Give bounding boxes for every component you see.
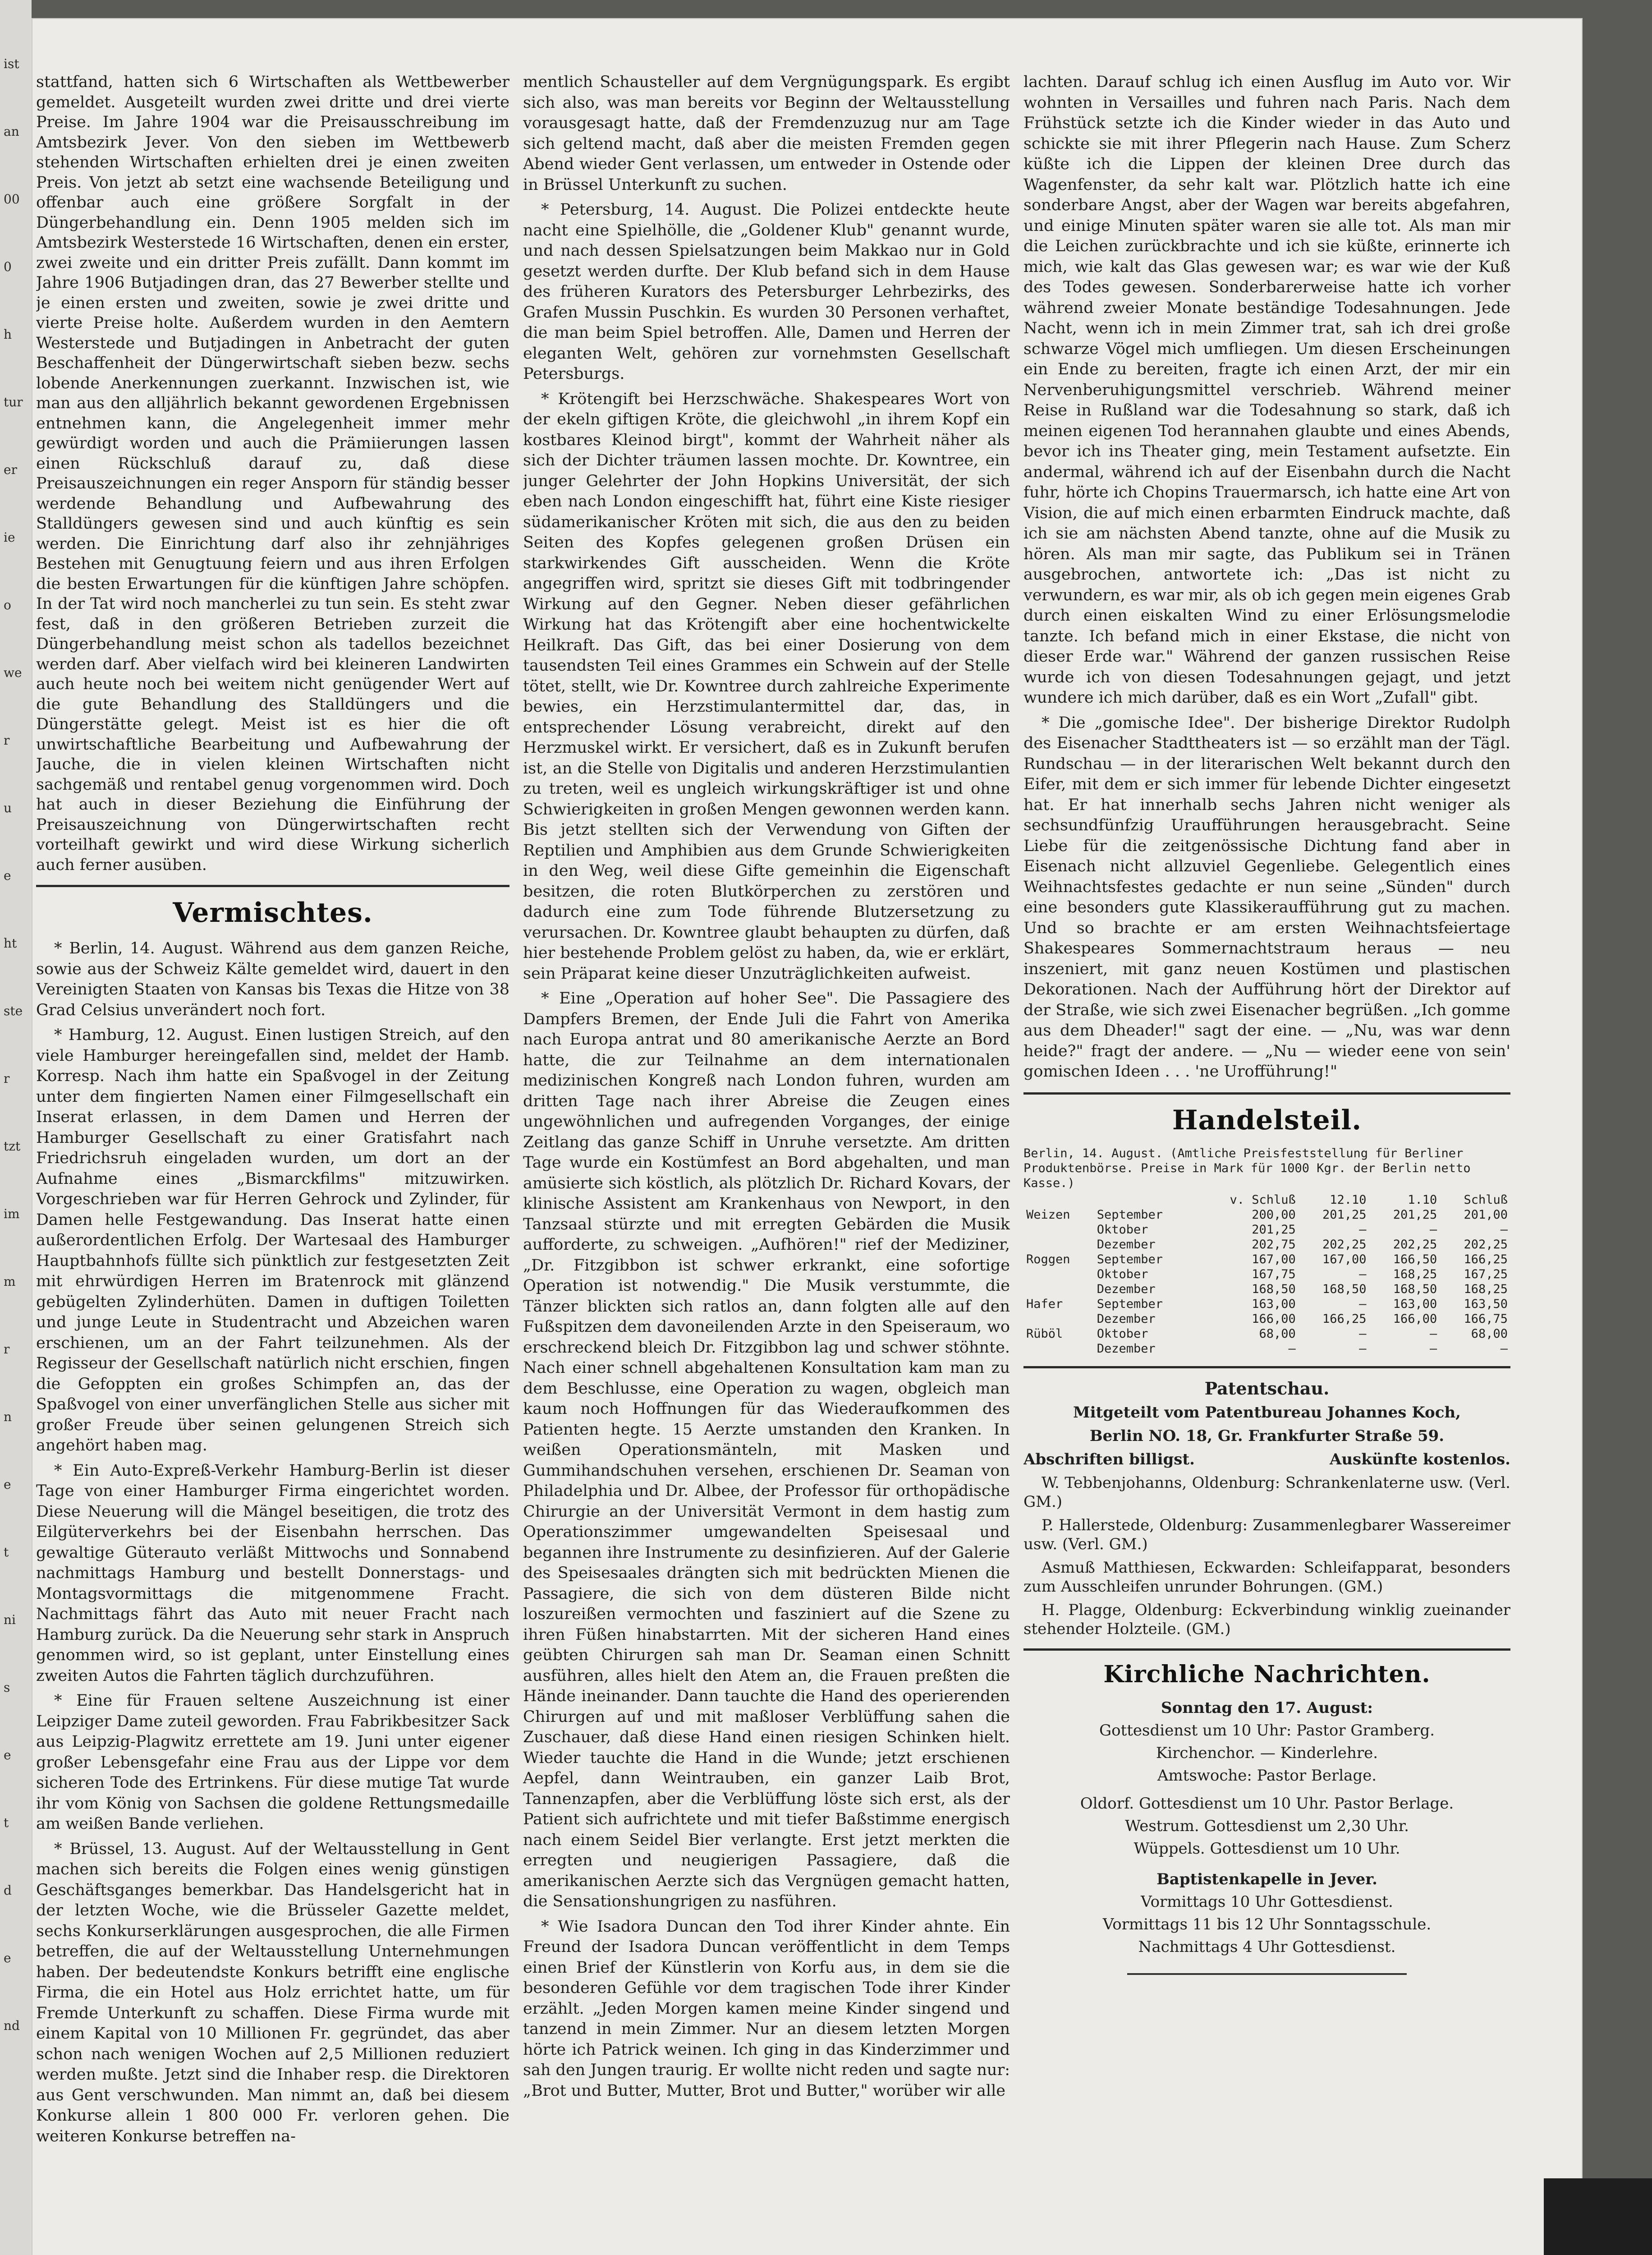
spine-fragment: im — [4, 1206, 20, 1221]
article-bruessel: * Brüssel, 13. August. Auf der Weltausstellung in Gent machen sich bereits die Folgen eines wenig günstigen Geschäftsganges bemerkbar. Das Handelsgericht hat in der letzten Woche, wie die Brüsseler Gazette meldet, sechs Konkurserklärungen ausgesprochen, die alle Firmen betreffen, die auf der Weltausstellung Unternehmungen haben. Der bedeutendste Konkurs betrifft eine englische Firma, die ein Hotel aus Holz errichtet hatte, um für Fremde Unterkunft zu schaffen. Diese Firma wurde mit einem Kapital von 10 Millionen Fr. gegründet, das aber schon nach wenigen Wochen auf 2,5 Millionen reduziert werden mußte. Jetzt sind die Inhaber resp. die Direktoren aus Gent verschwunden. Man nimmt an, daß bei diesem Konkurse allein 1 800 000 Fr. verloren gehen. Die weiteren Konkurse betreffen na- — [36, 1840, 509, 2145]
price-cell: — — [1288, 1341, 1296, 1356]
price-cell: — — [1429, 1341, 1437, 1356]
market-intro: Berlin, 14. August. (Amtliche Preisfeststellung für Berliner Produktenbörse. Preise in Mark für 1000 Kgr. der Berlin netto Kasse.) — [1023, 1146, 1471, 1190]
spine-fragment: tzt — [4, 1139, 21, 1154]
delivery-month-cell: September — [1097, 1252, 1163, 1266]
market-row — [1023, 1282, 1510, 1297]
price-cell: 202,25 — [1322, 1237, 1367, 1252]
commodity-cell — [1023, 1312, 1094, 1326]
spine-fragment: d — [4, 1883, 12, 1898]
library-stamp — [1544, 2178, 1652, 2255]
price-cell: 166,25 — [1464, 1252, 1508, 1266]
price-cell: — — [1500, 1341, 1508, 1356]
price-cell: 201,00 — [1464, 1207, 1508, 1222]
commodity-cell: Rüböl — [1026, 1326, 1063, 1341]
price-cell: 201,25 — [1322, 1207, 1367, 1222]
baptist-sunday-school: Vormittags 11 bis 12 Uhr Sonntagsschule. — [1102, 1915, 1432, 1933]
divider — [36, 885, 509, 887]
market-header-cell — [1023, 1192, 1094, 1207]
delivery-month-cell: Dezember — [1097, 1237, 1156, 1252]
article-isadora-duncan-continued: lachten. Darauf schlug ich einen Ausflug im Auto vor. Wir wohnten in Versailles und fuhren nach Paris. Nach dem Frühstück setzte ich die Kinder wieder in das Auto und schickte sie mit ihrer Pflegerin nach Hause. Zum Scherz küßte ich die Lippen der kleinen Dree durch das Wagenfenster, da sehr kalt war. Plötzlich hatte ich eine sonderbare Angst, aber der Wagen war bereits abgefahren, und einige Minuten später waren sie alle tot. Als man mir die Leichen zurückbrachte und ich sie küßte, erinnerte ich mich, wie kalt das Glas gewesen war; es war wie der Kuß des Todes gewesen. Sonderbarerweise hatte ich vorher während zweier Monate beständige Todesahnungen. Jede Nacht, wenn ich in mein Zimmer trat, sah ich drei große schwarze Vögel mich umfliegen. Um diesen Erscheinungen ein Ende zu bereiten, fragte ich einen Arzt, der mir ein Nervenberuhigungsmittel verschrieb. Während meiner Reise in Rußland war die Todesahnung so stark, daß ich meinen eigenen Tod herannahen glaubte und eines Abends, bevor ich ins Theater ging, mein Testament aufsetzte. Ein andermal, während ich auf der Eisenbahn durch die Nacht fuhr, hörte ich Chopins Trauermarsch, ich hatte eine Art von Vision, die auf mich einen erbarmten Eindruck machte, daß ich sie am nächsten Abend tanzte, ohne auf die Musik zu hören. Als man mir sagte, das Publikum sei in Tränen ausgebrochen, antwortete ich: „Das ist nicht zu verwundern, es war mir, als ob ich gegen mein eigenes Grab durch einen eiskalten Wind zu einer Erlösungsmelodie tanzte. Ich befand mich in einer Ekstase, die nicht von dieser Erde war." Während der ganzen russischen Reise wurde ich von diesen Todesahnungen gejagt, und jetzt wundere ich mich darüber, daß es ein Wort „Zufall" gibt. — [1023, 73, 1510, 707]
delivery-month-cell: Oktober — [1097, 1326, 1148, 1341]
patent-bureau-line: Mitgeteilt vom Patentbureau Johannes Koch, — [1073, 1403, 1461, 1422]
article-frauen-auszeichnung: * Eine für Frauen seltene Auszeichnung ist einer Leipziger Dame zuteil geworden. Frau Fabrikbesitzer Sack aus Leipzig-Plagwitz errettete am 19. Juni unter eigener großer Lebensgefahr eine Frau aus der Lippe vor dem sicheren Tode des Ertrinkens. Für diese mutige Tat wurde ihr vom König von Sachsen die goldene Rettungsmedaille am weißen Bande verliehen. — [36, 1692, 509, 1833]
article-auto-express: * Ein Auto-Expreß-Verkehr Hamburg-Berlin ist dieser Tage von einer Hamburger Firma eingerichtet worden. Diese Neuerung will die Mängel beseitigen, die trotz des Eilgüterverkehrs bei der Eisenbahn herrschen. Das gewaltige Güterauto verläßt Mittwochs und Sonnabend nachmittags Hamburg und bestellt Donnerstags- und Montagsvormittags die mitgenommene Fracht. Nachmittags fährt das Auto mit neuer Fracht nach Hamburg zurück. Da die Neuerung sehr stark in Anspruch genommen wird, so ist geplant, unter Einstellung eines zweiten Autos die Fahrten täglich durchzuführen. — [36, 1461, 509, 1685]
spine-fragment: an — [4, 124, 19, 139]
market-row — [1023, 1222, 1510, 1237]
delivery-month-cell: September — [1097, 1297, 1163, 1311]
divider — [1023, 1648, 1510, 1651]
price-cell: — — [1429, 1222, 1437, 1237]
patent-entry: Asmuß Matthiesen, Eckwarden: Schleifapparat, besonders zum Ausschleifen unrunder Bohrungen. (GM.) — [1023, 1558, 1510, 1596]
price-cell: — — [1359, 1297, 1367, 1311]
patent-entry: W. Tebbenjohanns, Oldenburg: Schrankenlaterne usw. (Verl. GM.) — [1023, 1473, 1510, 1511]
price-cell: — — [1500, 1222, 1508, 1237]
price-cell: 201,25 — [1252, 1222, 1296, 1237]
market-header-cell — [1094, 1192, 1197, 1207]
market-header-cell: 12.10 — [1330, 1192, 1367, 1207]
church-oldorf: Oldorf. Gottesdienst um 10 Uhr. Pastor Berlage. — [1080, 1794, 1454, 1813]
baptist-afternoon: Nachmittags 4 Uhr Gottesdienst. — [1138, 1937, 1396, 1956]
price-cell: 166,50 — [1393, 1252, 1437, 1266]
market-row — [1023, 1207, 1510, 1222]
spine-fragment: e — [4, 1477, 11, 1492]
market-table — [1023, 1192, 1510, 1356]
patent-entry: H. Plagge, Oldenburg: Eckverbindung winklig zueinander stehender Holzteile. (GM.) — [1023, 1601, 1510, 1638]
price-cell: 163,00 — [1252, 1297, 1296, 1311]
patent-terms-line — [1023, 1450, 1510, 1469]
price-cell: 167,25 — [1464, 1267, 1508, 1281]
price-cell: 168,50 — [1252, 1282, 1296, 1296]
spine-fragment: t — [4, 1545, 9, 1560]
market-header-cell: Schluß — [1464, 1192, 1508, 1207]
price-cell: 168,25 — [1464, 1282, 1508, 1296]
commodity-cell — [1023, 1282, 1094, 1297]
spine-fragment: e — [4, 1748, 11, 1763]
patent-terms-right: Auskünfte kostenlos. — [1329, 1450, 1510, 1468]
patent-terms-left: Abschriften billigst. — [1023, 1450, 1195, 1468]
adjacent-page-spine — [0, 0, 32, 2255]
market-row — [1023, 1341, 1510, 1356]
divider — [1023, 1366, 1510, 1368]
commodity-cell: Weizen — [1026, 1207, 1070, 1222]
price-cell: 163,00 — [1393, 1297, 1437, 1311]
commodity-cell: Hafer — [1026, 1297, 1063, 1311]
article-petersburg: * Petersburg, 14. August. Die Polizei entdeckte heute nacht eine Spielhölle, die „Goldener Klub" genannt wurde, und nach dessen Spielsatzungen beim Makkao nur in Gold gesetzt werden durfte. Der Klub befand sich in dem Hause des früheren Kurators des Petersburger Lehrbezirks, des Grafen Mussin Puschkin. Es wurden 30 Personen verhaftet, die man beim Spiel betroffen. Alle, Damen und Herren der eleganten Welt, gehören zur vornehmsten Gesellschaft Petersburgs. — [523, 201, 1010, 383]
market-table-body — [1023, 1207, 1510, 1356]
article-isadora-duncan: * Wie Isadora Duncan den Tod ihrer Kinder ahnte. Ein Freund der Isadora Duncan veröffentlicht in dem Temps einen Brief der Künstlerin von Korfu aus, in dem sie die besonderen Gefühle vor dem tragischen Tode ihrer Kinder erzählt. „Jeden Morgen kamen meine Kinder singend und tanzend in mein Zimmer. Nur an diesem letzten Morgen hörte ich Patrick weinen. Ich ging in das Kinderzimmer und sah den Jungen traurig. Er wollte nicht reden und sagte nur: „Brot und Butter, Mutter, Brot und Butter," worüber wir alle — [523, 1917, 1010, 2100]
church-sunday: Sonntag den 17. August: — [1161, 1698, 1373, 1717]
market-row — [1023, 1252, 1510, 1267]
article-kroetengift: * Krötengift bei Herzschwäche. Shakespeares Wort von der ekeln giftigen Kröte, die gleichwohl „in ihrem Kopf ein kostbares Kleinod birgt", kommt der Wahrheit näher als sich der Dichter träumen lassen mochte. Dr. Kowntree, ein junger Gelehrter der John Hopkins Universität, der sich eben nach London eingeschifft hat, führt eine Kiste riesiger südamerikanischer Kröten mit sich, die aus den zu beiden Seiten des Kopfes gelegenen großen Drüsen ein starkwirkendes Gift ausscheiden. Wenn die Kröte angegriffen wird, spritzt sie dieses Gift mit todbringender Wirkung auf den Gegner. Neben dieser gefährlichen Wirkung hat das Krötengift aber eine hochentwickelte Heilkraft. Das Gift, das bei einer Dosierung von dem tausendsten Teil eines Grammes ein Schwein auf der Stelle tötet, stellt, wie Dr. Kowntree durch zahlreiche Experimente bewies, ein Herzstimulantermittel dar, das, in entsprechender Lösung verabreicht, direkt auf den Herzmuskel wirkt. Er versichert, daß es in Zukunft berufen ist, an die Stelle von Digitalis und anderen Herzstimulantien zu treten, weil es ungleich wirkungskräftiger ist und ohne Schwierigkeiten in großen Mengen gewonnen werden kann. Bis jetzt stellten sich der Verwendung von Giften der Reptilien und Amphibien aus dem Grunde Schwierigkeiten in den Weg, weil diese Gifte gemeinhin die Eigenschaft besitzen, die roten Blutkörperchen zu zerstören und dadurch eine zum Tode führende Blutzersetzung zu verursachen. Dr. Kowntree glaubt behaupten zu dürfen, daß hier bestehende Problem gelöst zu haben, da, wie er erklärt, sein Präparat keine dieser Unzuträglichkeiten aufweist. — [523, 390, 1010, 983]
spine-fragment: tur — [4, 395, 23, 410]
spine-fragment: m — [4, 1274, 16, 1289]
price-cell: 168,50 — [1322, 1282, 1367, 1296]
commodity-cell: Roggen — [1026, 1252, 1070, 1266]
price-cell: 201,25 — [1393, 1207, 1437, 1222]
market-report — [1023, 1146, 1510, 1356]
delivery-month-cell: Dezember — [1097, 1312, 1156, 1326]
spine-fragment: r — [4, 1342, 10, 1357]
price-cell: — — [1429, 1326, 1437, 1341]
price-cell: 167,75 — [1252, 1267, 1296, 1281]
article-gomische-idee: * Die „gomische Idee". Der bisherige Direktor Rudolph des Eisenacher Stadttheaters ist — so erzählt man der Tägl. Rundschau — in der literarischen Welt bekannt durch den Eifer, mit dem er sich immer für lebende Dichter eingesetzt hat. Er hat innerhalb sechs Jahren nicht weniger als sechsundfünfzig Uraufführungen herausgebracht. Seine Liebe für die zeitgenössische Dichtung fand aber in Eisenach nicht allzuviel Gegenliebe. Gelegentlich eines Weihnachtsfestes gedachte er nun seine „Sünden" durch eine besonders gute Klassikeraufführung gut zu machen. Und so brachte er am ersten Weihnachtsfeiertage Shakespeares Sommernachtstraum heraus — neu inszeniert, mit ganz neuen Kostümen und plastischen Dekorationen. Nach der Aufführung hört der Direktor auf der Straße, wie sich zwei Eisenacher begrüßen. „Ich gomme aus dem Dheader!" sagt der eine. — „Nu, was war denn heide?" fragt der andere. — „Nu — wieder eene von sein' gomischen Ideen . . . 'ne Urofführung!" — [1023, 713, 1510, 1081]
article-berlin: * Berlin, 14. August. Während aus dem ganzen Reiche, sowie aus der Schweiz Kälte gemeldet wird, dauert in den Vereinigten Staaten von Kansas bis Texas die Hitze von 38 Grad Celsius unverändert noch fort. — [36, 939, 509, 1019]
column-3 — [1023, 72, 1510, 2214]
spine-fragment: ist — [4, 56, 19, 71]
section-heading-kirchliche-nachrichten: Kirchliche Nachrichten. — [1103, 1660, 1431, 1688]
church-choir: Kirchenchor. — Kinderlehre. — [1156, 1744, 1378, 1762]
price-cell: — — [1359, 1326, 1367, 1341]
spine-fragment: h — [4, 327, 12, 342]
price-cell: — — [1359, 1267, 1367, 1281]
baptist-service: Vormittags 10 Uhr Gottesdienst. — [1141, 1892, 1393, 1911]
price-cell: 166,00 — [1252, 1312, 1296, 1326]
divider — [1023, 1092, 1510, 1095]
price-cell: 200,00 — [1252, 1207, 1296, 1222]
market-row — [1023, 1312, 1510, 1326]
article-duengerwirtschaft: stattfand, hatten sich 6 Wirtschaften als Wettbewerber gemeldet. Ausgeteilt wurden zwei dritte und drei vierte Preise. Im Jahre 1904 war die Preisausschreibung im Amtsbezirk Jever. Von den sieben im Wettbewerb stehenden Wirtschaften erhielten drei je einen zweiten Preis. Von jetzt ab setzt eine wachsende Beteiligung und offenbar auch eine größere Sorgfalt in der Düngerbehandlung ein. Denn 1905 melden sich im Amtsbezirk Westerstede 16 Wirtschaften, denen ein erster, zwei zweite und ein dritter Preis zufällt. Dann kommt im Jahre 1906 Butjadingen dran, das 27 Bewerber stellte und je einen ersten und zweiten, sowie je zwei dritte und vierte Preise holte. Außerdem wurden in den Aemtern Westerstede und Butjadingen in Anbetracht der guten Beschaffenheit der Düngerwirtschaft sieben bezw. sechs lobende Anerkennungen zuerkannt. Inzwischen ist, wie man aus den alljährlich bekannt gewordenen Ergebnissen entnehmen kann, die Angelegenheit immer mehr gewürdigt worden und auch die Prämiierungen lassen einen Rückschluß darauf zu, daß diese Preisauszeichnungen ein reger Ansporn für ständig besser werdende Behandlung und Aufbewahrung des Stalldüngers gewesen sind und auch künftig es sein werden. Die Einrichtung darf also ihr zehnjähriges Bestehen mit Genugtuung feiern und aus ihren Erfolgen die besten Erwartungen für die künftigen Jahre schöpfen. In der Tat wird noch mancherlei zu tun sein. Es steht zwar fest, daß in den größeren Betrieben zurzeit die Düngerbehandlung meist schon als tadellos bezeichnet werden darf. Aber vielfach wird bei kleineren Landwirten auch heute noch bei weitem nicht genügender Wert auf die gute Behandlung des Stalldüngers und die Düngerstätte gelegt. Meist ist es hier die oft unwirtschaftliche Bearbeitung und Aufbewahrung der Jauche, die in vielen kleinen Wirtschaften nicht sachgemäß und rentabel genug vorgenommen wird. Doch hat auch in dieser Beziehung die Einführung der Preisauszeichnung von Düngerwirtschaften recht vorteilhaft gewirkt und wird diese Wirkung sicherlich auch ferner ausüben. — [36, 73, 509, 874]
price-cell: 202,75 — [1252, 1237, 1296, 1252]
spine-fragment: 0 — [4, 259, 12, 274]
market-table-header — [1023, 1192, 1510, 1207]
newspaper-page — [32, 18, 1583, 2255]
closing-ornament — [1127, 1973, 1407, 1975]
section-heading-vermischtes: Vermischtes. — [173, 897, 373, 929]
price-cell: 167,00 — [1322, 1252, 1367, 1266]
spine-fragment: e — [4, 868, 11, 883]
spine-fragment: n — [4, 1409, 12, 1424]
market-row — [1023, 1326, 1510, 1341]
church-wueppels: Wüppels. Gottesdienst um 10 Uhr. — [1133, 1839, 1400, 1858]
spine-fragment: ni — [4, 1612, 16, 1627]
church-service: Gottesdienst um 10 Uhr: Pastor Gramberg. — [1099, 1721, 1435, 1740]
price-cell: 202,25 — [1464, 1237, 1508, 1252]
spine-fragment: 00 — [4, 192, 20, 207]
spine-fragment: nd — [4, 2018, 20, 2033]
spine-fragment: ie — [4, 530, 15, 545]
price-cell: 166,75 — [1464, 1312, 1508, 1326]
delivery-month-cell: Oktober — [1097, 1222, 1148, 1237]
price-cell: — — [1359, 1222, 1367, 1237]
spine-fragment: t — [4, 1815, 9, 1830]
price-cell: 168,25 — [1393, 1267, 1437, 1281]
delivery-month-cell: Dezember — [1097, 1341, 1156, 1356]
church-news — [1023, 1661, 1510, 1975]
price-cell: — — [1359, 1341, 1367, 1356]
article-operation-hoher-see: * Eine „Operation auf hoher See". Die Passagiere des Dampfers Bremen, der Ende Juli die Fahrt von Amerika nach Europa antrat und 80 amerikanische Aerzte an Bord hatte, die zur Teilnahme an dem internationalen medizinischen Kongreß nach London fuhren, wurden am dritten Tage nach ihrer Abreise die Zeugen eines ungewöhnlichen und aufregenden Vorganges, der einige Zeitlang das ganze Schiff in Unruhe versetzte. Am dritten Tage wurde ein Kostümfest an Bord abgehalten, und man amüsierte sich köstlich, als plötzlich Dr. Richard Kovars, der klinische Assistent am Krankenhaus von Newport, in den Tanzsaal stürzte und mit erregten Gebärden die Musik aufforderte, zu schweigen. „Aufhören!" rief der Mediziner, „Dr. Fitzgibbon ist schwer erkrankt, eine sofortige Operation ist notwendig." Die Musik verstummte, die Tänzer blickten sich ratlos an, dann folgten alle auf den Fußspitzen dem davoneilenden Arzte in den Speiseraum, wo erschreckend bleich Dr. Fitzgibbon lag und schwer stöhnte. Nach einer schnell abgehaltenen Konsultation kam man zu dem Beschlusse, eine Operation zu wagen, obgleich man kaum noch Hoffnungen für das Wiederaufkommen des Patienten hegte. 15 Aerzte umstanden den Kranken. In weißen Operationsmänteln, mit Masken und Gummihandschuhen versehen, erschienen Dr. Seaman von Philadelphia und Dr. Albee, der Professor für orthopädische Chirurgie an der Universität Vermont in dem hastig zum Operationszimmer umgewandelten Speisesaal und begannen ihre Instrumente zu desinfizieren. Auf der Galerie des Speisesaales drängten sich mit bedrückten Mienen die Passagiere, die sich von dem düsteren Bilde nicht loszureißen vermochten und fasziniert auf die Szene zu ihren Füßen hinabstarrten. Mit der sicheren Hand eines geübten Chirurgen sah man Dr. Seaman einen Schnitt ausführen, alles hielt den Atem an, die Frauen preßten die Hände ineinander. Dann tauchte die Hand des operierenden Chirurgen auf und mit maßloser Verblüffung sahen die Zuschauer, daß diese Hand einen riesigen Schinken hielt. Wieder tauchte die Hand in die Wunde; jetzt erschienen Aepfel, dann Weintrauben, ein ganzer Laib Brot, Tannenzapfen, aber die Verblüffung löste sich erst, als der Patient sich aufrichtete und mit tiefer Baßstimme energisch nach einem Seidel Bier verlangte. Erst jetzt merkten die erregten und neugierigen Passagiere, daß die amerikanischen Aerzte sich das Vergnügen gemacht hatten, die Sensationshungrigen zu nasführen. — [523, 989, 1010, 1910]
patent-section — [1023, 1378, 1510, 1638]
spine-fragment: u — [4, 801, 12, 815]
spine-fragment: ht — [4, 936, 17, 951]
patent-address-line: Berlin NO. 18, Gr. Frankfurter Straße 59. — [1089, 1427, 1445, 1445]
price-cell: 68,00 — [1471, 1326, 1508, 1341]
market-row — [1023, 1267, 1510, 1282]
spine-fragment: e — [4, 1951, 11, 1965]
delivery-month-cell: September — [1097, 1207, 1163, 1222]
spine-fragment: we — [4, 665, 22, 680]
commodity-cell — [1023, 1341, 1094, 1356]
patent-entry: P. Hallerstede, Oldenburg: Zusammenlegbarer Wassereimer usw. (Verl. GM.) — [1023, 1516, 1510, 1553]
spine-fragment: s — [4, 1680, 10, 1695]
section-heading-handelsteil: Handelsteil. — [1172, 1104, 1362, 1136]
spine-fragment: er — [4, 462, 17, 477]
price-cell: 68,00 — [1259, 1326, 1296, 1341]
commodity-cell — [1023, 1222, 1094, 1237]
section-heading-patentschau: Patentschau. — [1204, 1378, 1330, 1399]
church-duty-week: Amtswoche: Pastor Berlage. — [1157, 1766, 1377, 1785]
price-cell: 167,00 — [1252, 1252, 1296, 1266]
article-hamburg: * Hamburg, 12. August. Einen lustigen Streich, auf den viele Hamburger hereingefallen sind, meldet der Hamb. Korresp. Nach ihm hatte ein Spaßvogel in der Zeitung unter dem fingierten Namen einer Filmgesellschaft ein Inserat erlassen, in dem Damen und Herren der Hamburger Gesellschaft zu einer Gratisfahrt nach Friedrichsruh eingeladen wurden, um dort an der Aufnahme eines „Bismarckfilms" mitzuwirken. Vorgeschrieben war für Herren Gehrock und Zylinder, für Damen helle Festgewandung. Das Inserat hatte einen außerordentlichen Erfolg. Der Wartesaal des Hamburger Hauptbahnhofs füllte sich pünktlich zur festgesetzten Zeit mit ehrwürdigen Herren im Bratenrock mit glänzend gebügelten Zylinderhüten. Damen in duftigen Toiletten und junge Leute in Studentracht und Abzeichen waren erschienen, um an der Fahrt teilzunehmen. Als der Regisseur der Gesellschaft natürlich nicht erschien, fingen die Gefoppten ein großes Schimpfen an, das der Spaßvogel von einer unverfänglichen Stelle aus sicher mit großer Freude über seinen gelungenen Streich sich angehört haben mag. — [36, 1026, 509, 1454]
spine-fragment: r — [4, 1071, 10, 1086]
commodity-cell — [1023, 1237, 1094, 1252]
church-westrum: Westrum. Gottesdienst um 2,30 Uhr. — [1125, 1817, 1409, 1835]
spine-fragment: o — [4, 598, 11, 612]
price-cell: 166,25 — [1322, 1312, 1367, 1326]
column-1 — [36, 72, 509, 2246]
market-header-cell: 1.10 — [1408, 1192, 1437, 1207]
spine-fragment: ste — [4, 1003, 23, 1018]
market-row — [1023, 1297, 1510, 1312]
delivery-month-cell: Dezember — [1097, 1282, 1156, 1296]
price-cell: 168,50 — [1393, 1282, 1437, 1296]
spine-fragment: r — [4, 733, 10, 748]
market-header-cell: v. Schluß — [1230, 1192, 1296, 1207]
price-cell: 163,50 — [1464, 1297, 1508, 1311]
price-cell: 166,00 — [1393, 1312, 1437, 1326]
baptist-heading: Baptistenkapelle in Jever. — [1156, 1870, 1377, 1888]
delivery-month-cell: Oktober — [1097, 1267, 1148, 1281]
article-bruessel-continued: mentlich Schausteller auf dem Vergnügungspark. Es ergibt sich also, was man bereits vor Beginn der Weltausstellung vorausgesagt hatte, daß der Fremdenzuzug nur am Tage sich geltend macht, daß aber die meisten Fremden gegen Abend wieder Gent verlassen, um entweder in Ostende oder in Brüssel Unterkunft zu suchen. — [523, 73, 1010, 194]
market-row — [1023, 1237, 1510, 1252]
column-2 — [523, 72, 1010, 2201]
price-cell: 202,25 — [1393, 1237, 1437, 1252]
commodity-cell — [1023, 1267, 1094, 1282]
